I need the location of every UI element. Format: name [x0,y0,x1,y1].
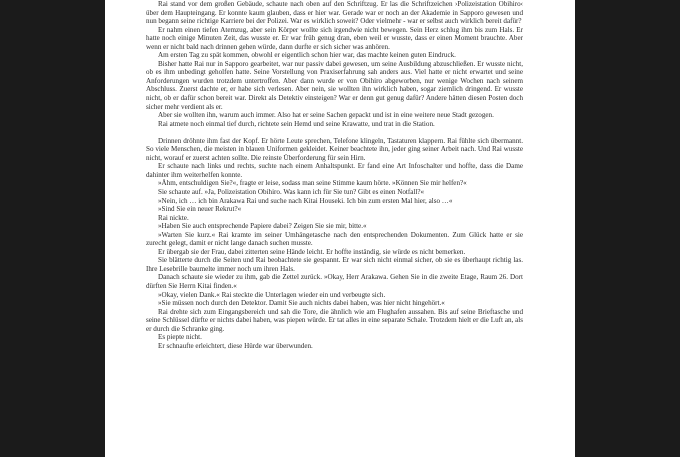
paragraph: Bisher hatte Rai nur in Sapporo gearbeitet, war nur passiv dabei gewesen, um seine Ausbildung abzuschließen. Er wusste nicht, ob es ihm unbedingt geholfen hatte. Seine Vorstellung von Praxiserfahrung sah anders aus. Viel hatte er nicht erwartet und seine Anforderungen wurden trotzdem untertroffen. Aber dann wurde er von Obihiro abgeworben, nur wenige Wochen nach seinem Abschluss. Zuerst dachte er, er habe sich verlesen. Aber nein, sie wollten ihn wirklich haben, sogar ziemlich dringend. Er wusste nicht, ob er dafür schon bereit war. Direkt als Detektiv einsteigen? War er denn gut genug dafür? Andere hätten diesen Posten doch sicher mehr verdient als er. [146,59,523,111]
paragraph: »Sie müssen noch durch den Detektor. Damit Sie auch nichts dabei haben, was hier nicht hingehört.« [158,299,445,308]
paragraph: »Ähm, entschuldigen Sie?«, fragte er leise, sodass man seine Stimme kaum hörte. »Können Sie mir helfen?« [158,179,467,188]
paragraph: »Sind Sie ein neuer Rekrut?« [158,205,242,214]
paragraph: Rai stand vor dem großen Gebäude, schaute nach oben auf den Schriftzug. Er las die Schriftzeichen ›Polizeistation Obihiro‹ über dem Haupteingang. Er konnte kaum glauben, dass er hier war. Gerade war er noch an der Akademie in Sapporo gewesen und nun begann seine richtige Karriere bei der Polizei. War es wirklich soweit? Oder vielmehr - war er selbst auch wirklich bereit dafür? [146,0,523,26]
paragraph: Sie schaute auf. »Ja, Polizeistation Obihiro. Was kann ich für Sie tun? Gibt es einen Notfall?« [158,187,425,196]
paragraph: Rai drehte sich zum Eingangsbereich und sah die Tore, die ähnlich wie am Flughafen aussahen. Bis auf seine Brieftasche und seine Schlüssel dürfte er nichts dabei haben, was piepen würde. Er tat alles in eine separate Schale. Trotzdem hielt er die Luft an, als er durch die Schranke ging. [146,307,523,333]
paragraph: Er übergab sie der Frau, dabei zitterten seine Hände leicht. Er hoffte inständig, sie würde es nicht bemerken. [158,247,466,256]
paragraph: »Haben Sie auch entsprechende Papiere dabei? Zeigen Sie sie mir, bitte.« [158,222,367,231]
paragraph: »Nein, ich … ich bin Arakawa Rai und suche nach Kitai Houseki. Ich bin zum ersten Mal hier, also …« [158,196,453,205]
paragraph: Danach schaute sie wieder zu ihm, gab die Zettel zurück. »Okay, Herr Arakawa. Gehen Sie in die zweite Etage, Raum 26. Dort dürften Sie Herrn Kitai finden.« [146,273,523,290]
paragraph: »Warten Sie kurz.« Rai kramte im seiner Umhängetasche nach den entsprechenden Dokumenten. Zum Glück hatte er sie zurecht gelegt, damit er nicht lange danach suchen musste. [146,230,523,248]
paragraph: Drinnen dröhnte ihm fast der Kopf. Er hörte Leute sprechen, Telefone klingeln, Tastaturen klappern. Rai fühlte sich übermannt. So viele Menschen, die meisten in blauen Uniformen gekleidet. Keiner beachtete ihn, jeder ging seiner Arbeit nach. Und Rai wusste nicht, worauf er zuerst achten sollte. Die reinste Überforderung für sein Hirn. [146,136,523,162]
paragraph: Aber sie wollten ihn, warum auch immer. Also hat er seine Sachen gepackt und ist in eine weitere neue Stadt gezogen. [158,111,494,120]
paragraph: Es piepte nicht. [158,333,202,342]
paragraph: Er schaute nach links und rechts, suchte nach einem Anhaltspunkt. Er fand eine Art Infoschalter und hoffte, dass die Dame dahinter ihm weiterhelfen konnte. [146,162,523,179]
paragraph: Sie blätterte durch die Seiten und Rai beobachtete sie gespannt. Er war sich nicht einmal sicher, ob sie es überhaupt richtig las. Ihre Lesebrille baumelte immer noch um ihren Hals. [146,256,523,273]
page-text [146,0,523,350]
paragraph: Rai atmete noch einmal tief durch, richtete sein Hemd und seine Krawatte, und trat in die Station. [158,119,435,128]
paragraph: Er schnaufte erleichtert, diese Hürde war überwunden. [158,341,313,350]
paragraph: Er nahm einen tiefen Atemzug, aber sein Körper wollte sich irgendwie nicht bewegen. Sein Herz schlug ihm bis zum Hals. Er hatte noch einige Minuten Zeit, das wusste er. Er war früh genug dran, eben weil er wusste, dass er einen Moment brauchte. Aber wenn er nicht bald nach drinnen gehen würde, dann durfte er sich sicher was anhören. [146,25,523,51]
document-page [105,0,575,457]
paragraph: Am ersten Tag zu spät kommen, obwohl er eigentlich schon hier war, das machte keinen guten Eindruck. [158,51,456,60]
paragraph: Rai nickte. [158,213,189,222]
paragraph: »Okay, vielen Dank.« Rai steckte die Unterlagen wieder ein und verbeugte sich. [158,290,386,299]
